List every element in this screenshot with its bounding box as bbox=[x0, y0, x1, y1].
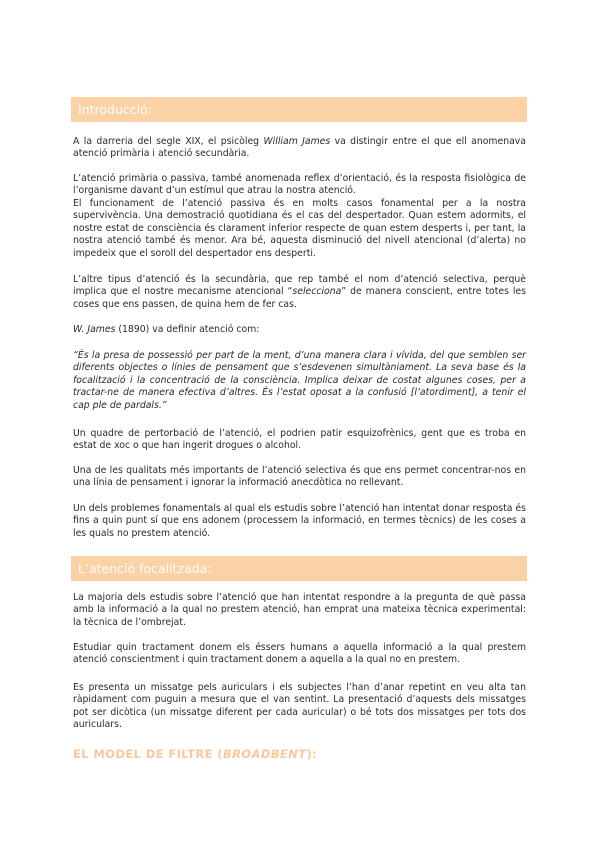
paragraph-intro bbox=[73, 136, 526, 161]
paragraph-james-definition bbox=[73, 324, 526, 336]
paragraph-primary-attention: L’atenció primària o passiva, també anomenada reflex d’orientació, és la resposta fisiològica de l’organisme davant d’un estímul que atrau la nostra atenció. bbox=[73, 173, 526, 197]
emphasis: selecciona bbox=[292, 286, 342, 298]
text: (1890) va definir atenció com: bbox=[115, 324, 260, 335]
text: L’altre tipus d’atenció és la secundària, que rep també el nom d’atenció selectiva, perquè implica que el nostre mecanisme atencional “ bbox=[73, 274, 526, 298]
paragraph-problems: Un dels problemes fonamentals al qual els estudis sobre l’atenció han intentat donar resposta és fins a quin punt sí que ens adonem (processem la informació, en termes tècnics) de les coses a les quals no prestem atenció. bbox=[73, 503, 526, 539]
paragraph-disturbance: Un quadre de pertorbació de l’atenció, el podrien patir esquizofrènics, gent que es troba en estat de xoc o que han ingerit drogues o alcohol. bbox=[73, 428, 526, 452]
text: ): bbox=[306, 747, 318, 761]
paragraph-selective-qualities: Una de les qualitats més importants de l’atenció selectiva és que ens permet concentrar-nos en una línia de pensament i ignorar la informació anecdòtica no rellevant. bbox=[73, 465, 526, 489]
paragraph-studies: La majoria dels estudis sobre l’atenció que han intentat respondre a la pregunta de què passa amb la informació a la qual no prestem atenció, han emprat una mateixa tècnica experimental: la tècnica de l’ombrejat. bbox=[73, 592, 526, 628]
paragraph-shadowing: Es presenta un missatge pels auriculars i els subjectes l’han d’anar repetint en veu alta tan ràpidament com puguin a mesura que el van sentint. La presentació d’aquests dels missatges pot ser dicòtica (un missatge diferent per cada auricular) o bé tots dos missatges per tots dos auriculars. bbox=[73, 682, 526, 731]
text: A la darreria del segle XIX, el psicòleg bbox=[73, 136, 264, 147]
emphasis: BROADBENT bbox=[222, 747, 307, 761]
section-heading-model-filtre bbox=[73, 747, 526, 761]
text: EL MODEL DE FILTRE ( bbox=[73, 747, 223, 761]
paragraph-passive-attention: El funcionament de l’atenció passiva és en molts casos fonamental per a la nostra supervivència. Una demostració quotidiana és el cas del despertador. Quan estem adormits, el nostre estat de consciència és clarament inferior respecte de quan estem desperts i, per tant, la nostra atenció també és menor. Ara bé, aquesta disminució del nivell atencional (d’alerta) no impedeix que el soroll del despertador ens desperti. bbox=[73, 198, 526, 259]
paragraph-treatment: Estudiar quin tractament donem els éssers humans a aquella informació a la qual prestem atenció conscientment i quin tractament donem a aquella a la qual no en prestem. bbox=[73, 642, 526, 666]
section-title: L’atenció focalitzada: bbox=[78, 561, 212, 576]
author-name: William James bbox=[263, 136, 331, 147]
paragraph-secondary-attention bbox=[73, 274, 526, 311]
section-heading-atencio-focalitzada bbox=[71, 556, 527, 581]
author-name: W. James bbox=[73, 324, 116, 335]
quote-definition: “És la presa de possessió per part de la ment, d’una manera clara i vívida, del que semblen ser diferents objectes o línies de pensament que s’esdevenen simultàniament. La seva base és la focalització i la concentració de la consciència. Implica deixar de costat algunes coses, per a tractar-ne de manera efectiva d’altres. És l’estat oposat a la confusió [l’atordiment], a tenir el cap ple de pardals.” bbox=[73, 350, 526, 411]
section-heading-introduccio bbox=[71, 97, 527, 122]
section-title: Introducció: bbox=[78, 102, 152, 117]
text: va distingir entre el que ell anomenava atenció primària i atenció secundària. bbox=[73, 136, 526, 160]
text: ” de manera conscient, entre totes les coses que ens passen, de quina hem de fer cas. bbox=[73, 286, 526, 310]
